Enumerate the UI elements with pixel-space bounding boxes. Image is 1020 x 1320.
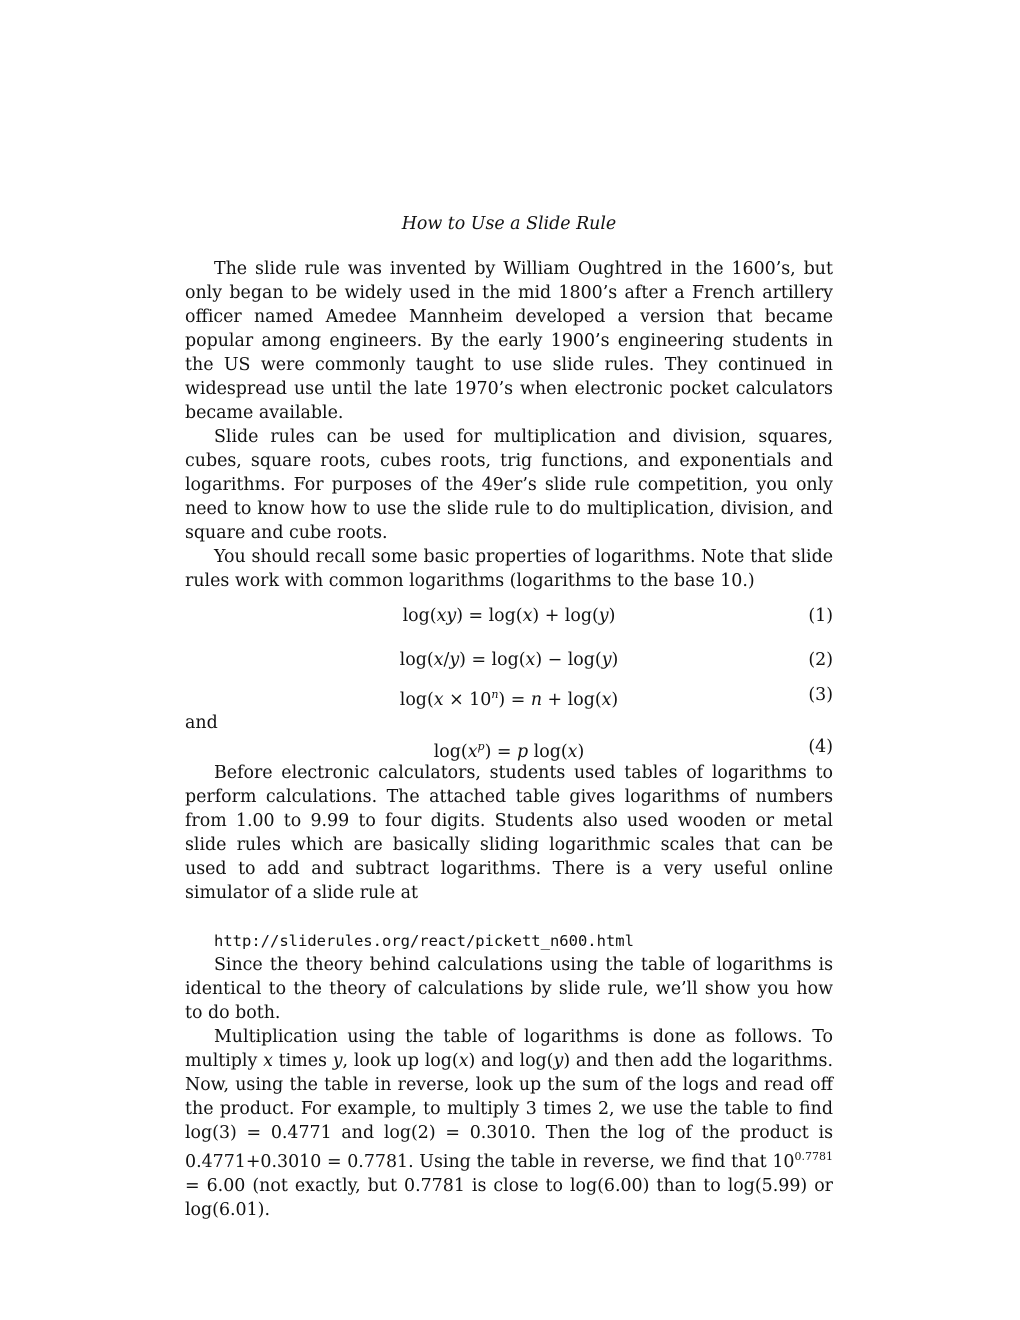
equation-2-number: (2) (808, 650, 833, 670)
paragraph-log-tables: Before electronic calculators, students used tables of logarithms to perform calculations. The attached table gives logarithms of numbers from 1.00 to 9.99 to four digits. Students also used wooden or metal slide rules which are basically sliding logarithmic scales that can be used to add and subtract logarithms. There is a very useful online simulator of a slide rule at (185, 763, 833, 903)
equation-2-expression: log(x/y) = log(x) − log(y) (399, 650, 619, 670)
equation-1-expression: log(xy) = log(x) + log(y) (402, 606, 616, 626)
equation-2 (185, 648, 833, 672)
document-page (185, 212, 833, 1222)
simulator-link[interactable]: http://sliderules.org/react/pickett_n600.html (214, 932, 634, 950)
equation-1 (185, 604, 833, 628)
text-and: and (185, 713, 218, 733)
paragraph-theory: Since the theory behind calculations using the table of logarithms is identical to the theory of calculations by slide rule, we’ll show you how to do both. (185, 955, 833, 1023)
paragraph-uses: Slide rules can be used for multiplication and division, squares, cubes, square roots, cubes roots, trig functions, and exponentials and logarithms. For purposes of the 49er’s slide rule competition, you only need to know how to use the slide rule to do multiplication, division, and square and cube roots. (185, 427, 833, 543)
equation-4-expression: $\log(x^p) = p$ log(x) (433, 740, 585, 762)
paragraph-multiplication: Multiplication using the table of logarithms is done as follows. To multiply x times y, look up log(x) and log(y) and then add the logarithms. Now, using the table in reverse, look up the sum of the logs and read off the product. For example, to multiply 3 times 2, we use the table to find log(3) = 0.4771 and log(2) = 0.3010. Then the log of the product is 0.4771+0.3010 = 0.7781. Using the table in reverse, we find that $10^{0.7781} = 6.00$ (not exactly, but 0.7781 is close to log(6.00) than to log(5.99) or log(6.01). (185, 1027, 833, 1220)
equation-3-expression: $\log(x \times 10^n) = n + \log(x)$ (399, 688, 619, 710)
paragraph-log-properties: You should recall some basic properties of logarithms. Note that slide rules work with common logarithms (logarithms to the base 10.) (185, 547, 833, 591)
equation-1-number: (1) (808, 606, 833, 626)
page-title: How to Use a Slide Rule (401, 214, 617, 234)
equation-3-number: (3) (808, 685, 833, 705)
equation-3 (185, 683, 833, 710)
equation-4 (185, 735, 833, 762)
paragraph-history: The slide rule was invented by William Oughtred in the 1600’s, but only began to be widely used in the mid 1800’s after a French artillery officer named Amedee Mannheim developed a version that became popular among engineers. By the early 1900’s engineering students in the US were commonly taught to use slide rules. They continued in widespread use until the late 1970’s when electronic pocket calculators became available. (185, 259, 833, 423)
equation-4-number: (4) (808, 737, 833, 757)
